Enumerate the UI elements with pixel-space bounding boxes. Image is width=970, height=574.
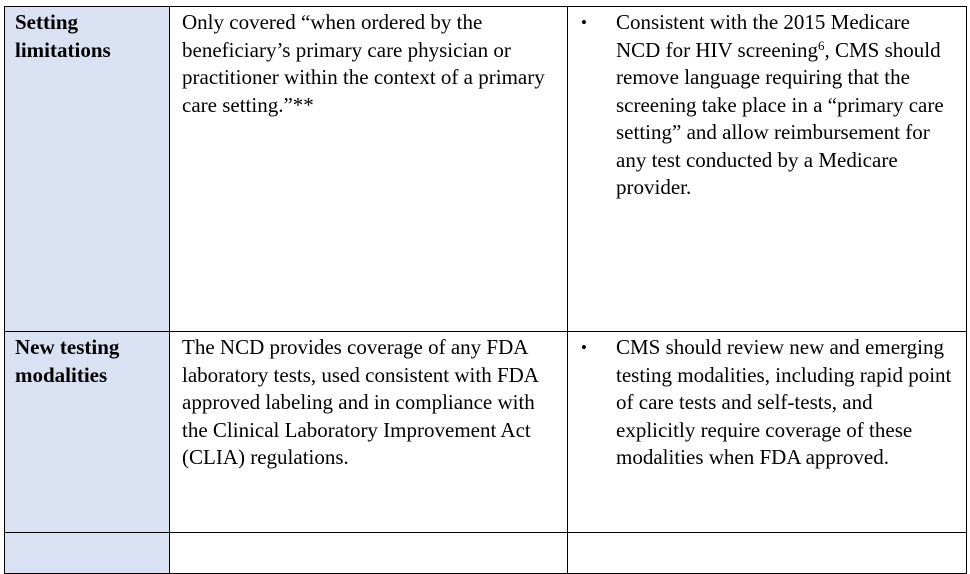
recommendation-text-start: Consistent with the 2015 Medicare NCD for HIV screening [616, 10, 910, 62]
recommendation-cell [568, 533, 967, 574]
bullet-icon: • [581, 338, 587, 357]
row-label-cell [5, 332, 170, 533]
current-policy-cell [170, 7, 568, 332]
row-label-cell [5, 7, 170, 332]
current-policy-cell [170, 533, 568, 574]
current-policy-text: The NCD provides coverage of any FDA laboratory tests, used consistent with FDA approved labeling and in compliance with the Clinical Laboratory Improvement Act (CLIA) regulations. [182, 335, 538, 469]
recommendation-text: CMS should review new and emerging testing modalities, including rapid point of care tests and self-tests, and explicitly require coverage of these modalities when FDA approved. [616, 335, 952, 469]
recommendation-cell [568, 7, 967, 332]
bullet-icon: • [581, 13, 587, 32]
recommendation-cell [568, 332, 967, 533]
recommendation-item [578, 334, 956, 472]
recommendation-item [578, 9, 956, 202]
recommendations-table [4, 6, 967, 574]
recommendation-list [568, 332, 966, 472]
row-label: Setting limitations [15, 10, 111, 62]
recommendation-list [568, 7, 966, 202]
current-policy-cell [170, 332, 568, 533]
row-label-cell [5, 533, 170, 574]
recommendation-text-end: , CMS should remove language requiring that the screening take place in a “primary care setting” and allow reimbursement for any test conducted by a Medicare provider. [616, 37, 944, 199]
table-row [5, 533, 967, 574]
row-label: New testing modalities [15, 335, 120, 387]
table-row [5, 332, 967, 533]
table-row [5, 7, 967, 332]
current-policy-text: Only covered “when ordered by the beneficiary’s primary care physician or practitioner within the context of a primary care setting.”** [182, 10, 545, 117]
footnote-marker: 6 [817, 37, 825, 53]
